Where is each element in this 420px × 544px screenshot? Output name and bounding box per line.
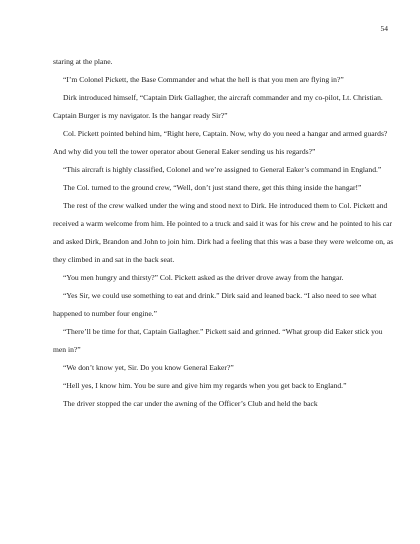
paragraph: “Yes Sir, we could use something to eat and drink.” Dirk said and leaned back. “I also need to see what happened to number four engine.” (53, 291, 377, 318)
paragraph: “There’ll be time for that, Captain Gallagher.” Pickett said and grinned. “What group did Eaker stick you men in?” (53, 327, 383, 354)
paragraph: “You men hungry and thirsty?” Col. Pickett asked as the driver drove away from the hangar. (63, 273, 344, 282)
paragraph: The Col. turned to the ground crew, “Well, don’t just stand there, get this thing inside the hangar!” (63, 183, 362, 192)
paragraph: The driver stopped the car under the awning of the Officer’s Club and held the back (63, 399, 318, 408)
paragraph: The rest of the crew walked under the wing and stood next to Dirk. He introduced them to Col. Pickett and received a warm welcome from him. He pointed to a truck and said it was for his crew and he pointed to his car and asked Dirk, Brandon and John to join him. Dirk had a feeling that this was a base they were welcome on, as they climbed in and sat in the back seat. (53, 201, 394, 264)
body-text (53, 53, 396, 413)
paragraph: Col. Pickett pointed behind him, “Right here, Captain. Now, why do you need a hangar and armed guards? And why did you tell the tower operator about General Eaker sending us his regards?” (53, 129, 388, 156)
page-number: 54 (380, 24, 388, 33)
paragraph: “I’m Colonel Pickett, the Base Commander and what the hell is that you men are flying in?” (63, 75, 344, 84)
paragraph: Dirk introduced himself, “Captain Dirk Gallagher, the aircraft commander and my co-pilot, Lt. Christian. Captain Burger is my navigator. Is the hangar ready Sir?” (53, 93, 383, 120)
paragraph: “Hell yes, I know him. You be sure and give him my regards when you get back to England.” (63, 381, 347, 390)
paragraph: “This aircraft is highly classified, Colonel and we’re assigned to General Eaker’s command in England.” (63, 165, 382, 174)
paragraph: “We don’t know yet, Sir. Do you know General Eaker?” (63, 363, 234, 372)
paragraph: staring at the plane. (53, 57, 113, 66)
